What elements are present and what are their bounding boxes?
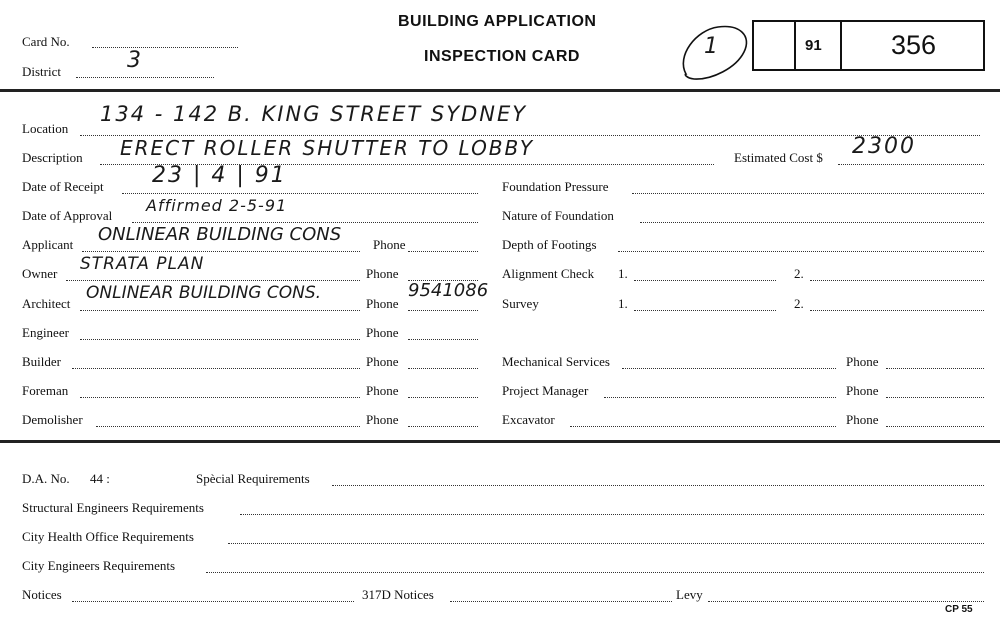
alignment-check-num1: 1. <box>618 266 628 281</box>
box-divider-2 <box>840 20 842 71</box>
applicant-line <box>82 251 360 252</box>
foreman-phone-label: Phone <box>366 383 399 398</box>
mechanical-services-phone-line <box>886 368 984 369</box>
architect-label: Architect <box>22 296 71 311</box>
engineer-phone-line <box>408 339 478 340</box>
city-engineers-label: City Engineers Requirements <box>22 558 176 573</box>
mechanical-services-phone-label: Phone <box>846 354 879 369</box>
survey-label: Survey <box>502 296 539 311</box>
notices-line <box>72 601 354 602</box>
excavator-label: Excavator <box>502 412 555 427</box>
special-requirements-line <box>332 485 984 486</box>
location-label: Location <box>22 121 69 136</box>
alignment-check-num2: 2. <box>794 266 804 281</box>
alignment-check-line2 <box>810 280 984 281</box>
estimated-cost-line <box>838 164 984 165</box>
foundation-pressure-line <box>632 193 984 194</box>
survey-line2 <box>810 310 984 311</box>
excavator-phone-line <box>886 426 984 427</box>
nature-of-foundation-label: Nature of Foundation <box>502 208 614 223</box>
depth-of-footings-line <box>618 251 984 252</box>
date-of-approval-line <box>132 222 478 223</box>
notices-317d-label: 317D Notices <box>362 587 434 602</box>
estimated-cost-label: Estimated Cost $ <box>734 150 823 165</box>
excavator-phone-label: Phone <box>846 412 879 427</box>
owner-value: STRATA PLAN <box>80 254 205 274</box>
district-line <box>76 77 214 78</box>
foundation-pressure-label: Foundation Pressure <box>502 179 609 194</box>
architect-phone-label: Phone <box>366 296 399 311</box>
city-health-label: City Health Office Requirements <box>22 529 194 544</box>
date-of-approval-label: Date of Approval <box>22 208 113 223</box>
middle-rule <box>0 440 1000 443</box>
date-of-approval-value: Affirmed 2-5-91 <box>146 196 288 215</box>
da-no-value: 44 : <box>90 471 110 486</box>
architect-line <box>80 310 360 311</box>
special-requirements-label: Spècial Requirements <box>196 471 310 486</box>
builder-phone-label: Phone <box>366 354 399 369</box>
demolisher-label: Demolisher <box>22 412 83 427</box>
box-year: 91 <box>805 37 822 54</box>
circled-mark-value: 1 <box>704 34 720 59</box>
applicant-label: Applicant <box>22 237 74 252</box>
levy-line <box>708 601 984 602</box>
notices-317d-line <box>450 601 672 602</box>
alignment-check-line1 <box>634 280 776 281</box>
box-number: 356 <box>891 30 937 60</box>
architect-value: ONLINEAR BUILDING CONS. <box>86 283 322 303</box>
levy-label: Levy <box>676 587 703 602</box>
owner-label: Owner <box>22 266 58 281</box>
project-manager-line <box>604 397 836 398</box>
date-of-receipt-value: 23 | 4 | 91 <box>152 163 287 188</box>
owner-line <box>66 280 360 281</box>
da-no-label: D.A. No. <box>22 471 70 486</box>
estimated-cost-value: 2300 <box>852 134 916 159</box>
foreman-line <box>80 397 360 398</box>
foreman-phone-line <box>408 397 478 398</box>
description-label: Description <box>22 150 83 165</box>
mechanical-services-line <box>622 368 836 369</box>
demolisher-line <box>96 426 360 427</box>
mechanical-services-label: Mechanical Services <box>502 354 610 369</box>
card-reference-box <box>752 20 985 71</box>
form-code: CP 55 <box>945 604 973 615</box>
engineer-label: Engineer <box>22 325 69 340</box>
location-value: 134 - 142 B. KING STREET SYDNEY <box>100 102 528 126</box>
demolisher-phone-line <box>408 426 478 427</box>
date-of-receipt-label: Date of Receipt <box>22 179 104 194</box>
architect-phone-line <box>408 310 478 311</box>
builder-line <box>72 368 360 369</box>
card-no-label: Card No. <box>22 34 70 49</box>
description-value: ERECT ROLLER SHUTTER TO LOBBY <box>120 136 535 160</box>
survey-line1 <box>634 310 776 311</box>
city-engineers-line <box>206 572 984 573</box>
applicant-value: ONLINEAR BUILDING CONS <box>98 224 342 245</box>
applicant-phone-label: Phone <box>373 237 406 252</box>
applicant-phone-line <box>408 251 478 252</box>
nature-of-foundation-line <box>640 222 984 223</box>
project-manager-label: Project Manager <box>502 383 589 398</box>
district-value: 3 <box>127 48 143 73</box>
owner-phone-label: Phone <box>366 266 399 281</box>
structural-engineers-label: Structural Engineers Requirements <box>22 500 204 515</box>
builder-label: Builder <box>22 354 61 369</box>
engineer-phone-label: Phone <box>366 325 399 340</box>
card-no-line <box>92 47 238 48</box>
project-manager-phone-label: Phone <box>846 383 879 398</box>
form-title-line1: BUILDING APPLICATION <box>398 13 597 30</box>
architect-phone-value: 9541086 <box>408 280 489 301</box>
box-divider-1 <box>794 20 796 71</box>
engineer-line <box>80 339 360 340</box>
builder-phone-line <box>408 368 478 369</box>
foreman-label: Foreman <box>22 383 69 398</box>
demolisher-phone-label: Phone <box>366 412 399 427</box>
structural-engineers-line <box>240 514 984 515</box>
alignment-check-label: Alignment Check <box>502 266 595 281</box>
header-rule <box>0 89 1000 92</box>
excavator-line <box>570 426 836 427</box>
project-manager-phone-line <box>886 397 984 398</box>
date-of-receipt-line <box>122 193 478 194</box>
depth-of-footings-label: Depth of Footings <box>502 237 597 252</box>
survey-num2: 2. <box>794 296 804 311</box>
survey-num1: 1. <box>618 296 628 311</box>
form-title-line2: INSPECTION CARD <box>424 48 580 65</box>
city-health-line <box>228 543 984 544</box>
district-label: District <box>22 64 61 79</box>
notices-label: Notices <box>22 587 62 602</box>
